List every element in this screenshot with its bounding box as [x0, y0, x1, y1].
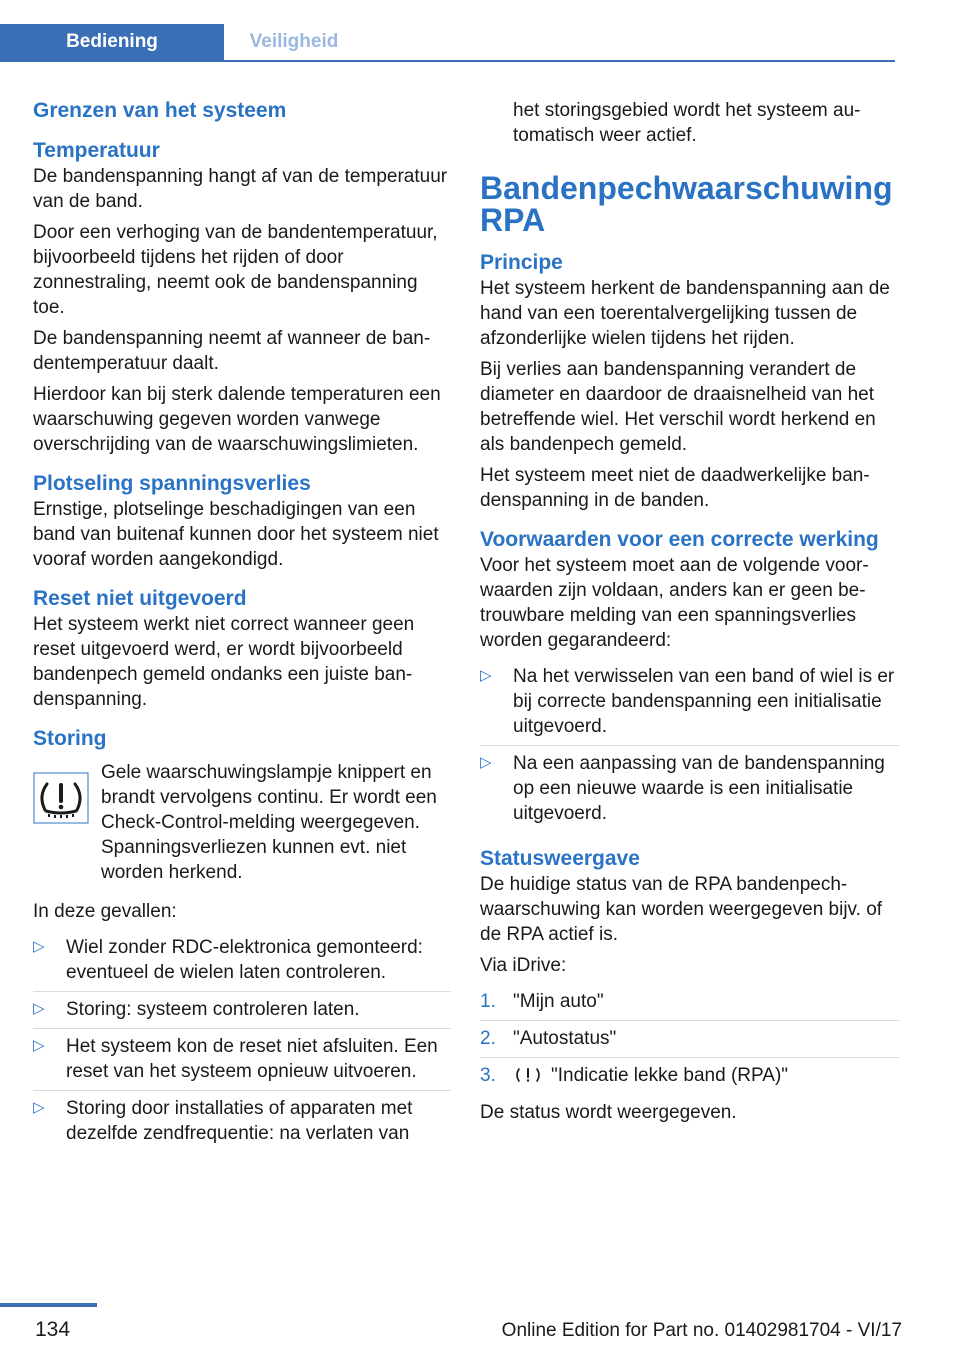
page-number: 134	[35, 1318, 71, 1341]
tab-veiligheid[interactable]: Veiligheid	[249, 31, 339, 52]
list-item: ▷ Na het verwisselen van een band of wiel is er bij correcte bandenspanning een initialisatie uitgevoerd.	[480, 659, 900, 746]
right-column	[480, 98, 900, 1131]
step-item: 1. "Mijn auto"	[480, 984, 900, 1021]
subheading-statusweergave: Statusweergave	[480, 847, 640, 870]
triangle-bullet-icon: ▷	[33, 1000, 45, 1017]
subheading-temperatuur: Temperatuur	[33, 139, 160, 162]
paragraph: De bandenspanning neemt af wanneer de bandentemperatuur daalt.	[33, 328, 431, 374]
section-heading-grenzen: Grenzen van het systeem	[33, 99, 287, 122]
subheading-voorwaarden: Voorwaarden voor een correcte werking	[480, 528, 879, 551]
tire-warning-inline-icon	[513, 1066, 543, 1084]
warning-text: Gele waarschuwingslampje knippert en brandt vervolgens continu. Er wordt een Check-Control-melding weergegeven. Spanningsverliezen kunnen evt. niet worden herkend.	[101, 762, 437, 883]
list-item: ▷ Het systeem kon de reset niet afsluiten. Een reset van het systeem opnieuw uitvoeren.	[33, 1029, 451, 1091]
list-item: ▷ Storing: systeem controleren laten.	[33, 992, 451, 1029]
paragraph: Ernstige, plotselinge beschadigingen van een band van buitenaf kunnen door het systeem niet vooraf worden aangekondigd.	[33, 499, 439, 570]
triangle-bullet-icon: ▷	[33, 1037, 45, 1054]
list-item: ▷ Na een aanpassing van de bandenspanning op een nieuwe waarde is een initialisatie uitgevoerd.	[480, 746, 900, 832]
paragraph: Bij verlies aan bandenspanning verandert de diameter en daardoor de draaisnelheid van het betreffende wiel. Het verschil wordt herkend en als bandenpech gemeld.	[480, 359, 876, 455]
subheading-storing: Storing	[33, 727, 107, 750]
step-item: 2. "Autostatus"	[480, 1021, 900, 1058]
storing-list	[33, 930, 451, 1152]
footer-rule	[0, 1303, 97, 1307]
triangle-bullet-icon: ▷	[33, 938, 45, 955]
storing-warning-block	[33, 760, 451, 885]
list-item: ▷ Storing door installaties of apparaten met dezelfde zendfrequentie: na verlaten van	[33, 1091, 451, 1152]
idrive-steps	[480, 984, 900, 1094]
subheading-principe: Principe	[480, 251, 563, 274]
edition-note: Online Edition for Part no. 01402981704 - VI/17	[501, 1320, 902, 1341]
voorwaarden-list	[480, 659, 900, 832]
paragraph: Het systeem werkt niet correct wanneer geen reset uitgevoerd werd, er wordt bijvoorbeeld bandenpech gemeld ondanks een juiste bandenspanning.	[33, 614, 415, 710]
subheading-plotseling: Plotseling spanningsverlies	[33, 472, 311, 495]
triangle-bullet-icon: ▷	[480, 754, 492, 771]
paragraph: De status wordt weergegeven.	[480, 1102, 737, 1123]
triangle-bullet-icon: ▷	[480, 667, 492, 684]
paragraph: De bandenspanning hangt af van de temperatuur van de band.	[33, 166, 448, 212]
tab-bediening[interactable]: Bediening	[0, 24, 224, 60]
paragraph: Het systeem meet niet de daadwerkelijke bandenspanning in de banden.	[480, 465, 870, 511]
paragraph: In deze gevallen:	[33, 901, 177, 922]
tire-pressure-warning-icon	[33, 772, 89, 824]
tab-divider	[0, 60, 895, 62]
section-tabs	[0, 24, 895, 62]
subheading-reset: Reset niet uitgevoerd	[33, 587, 247, 610]
list-item: ▷ Wiel zonder RDC-elektronica gemonteerd: eventueel de wielen laten controleren.	[33, 930, 451, 992]
paragraph: Via iDrive:	[480, 955, 567, 976]
continued-list-text: het storingsgebied wordt het systeem automatisch weer actief.	[513, 100, 861, 146]
paragraph: Voor het systeem moet aan de volgende voorwaarden zijn voldaan, anders kan er geen betrouwbare melding van een spanningsverlies worden gegarandeerd:	[480, 555, 869, 651]
triangle-bullet-icon: ▷	[33, 1099, 45, 1116]
paragraph: Hierdoor kan bij sterk dalende temperaturen een waarschuwing gegeven worden vanwege overschrijding van de waarschuwingslimieten.	[33, 384, 441, 455]
step-item: 3. "Indicatie lekke band (RPA)"	[480, 1065, 789, 1086]
section-heading-rpa: Bandenpechwaarschuwing RPA	[480, 170, 893, 238]
paragraph: Door een verhoging van de bandentemperatuur, bijvoorbeeld tijdens het rijden of door zonnestraling, neemt ook de bandenspanning toe.	[33, 222, 438, 318]
paragraph: Het systeem herkent de bandenspanning aan de hand van een toerentalvergelijking tussen de afzonderlijke wielen tijdens het rijden.	[480, 278, 890, 349]
paragraph: De huidige status van de RPA bandenpechwaarschuwing kan worden weergegeven bijv. of de RPA actief is.	[480, 874, 883, 945]
left-column	[33, 98, 451, 1158]
